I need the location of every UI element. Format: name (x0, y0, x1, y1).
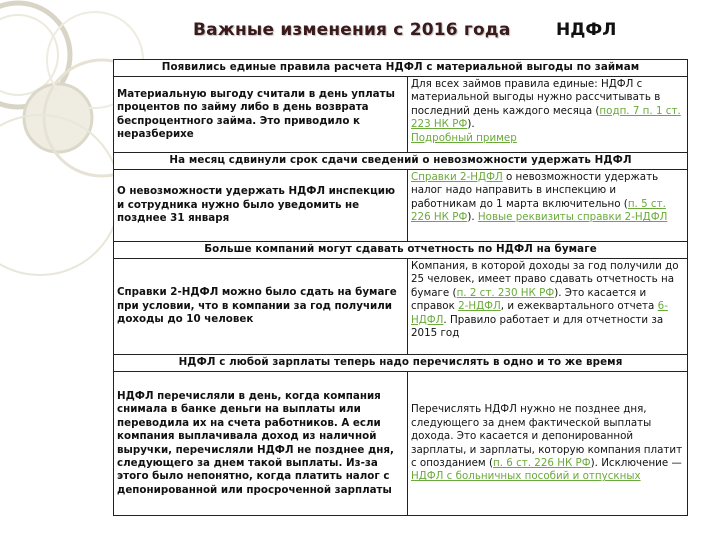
rule-text: Компания, в которой доходы за год получили до 25 человек, имеет право сдавать отчетность на бумаге ( (411, 260, 679, 299)
changes-table (113, 59, 688, 516)
rule-text: Перечислять НДФЛ нужно не позднее дня, следующего за днем фактической выплаты дохода. Это касается и депонированной зарплаты, и зарплаты, которую компания платит с опозданием ( (411, 403, 683, 469)
example-link[interactable]: Подробный пример (411, 131, 517, 144)
law-link[interactable]: п. 6 ст. 226 НК РФ (493, 456, 591, 469)
section-row (114, 170, 688, 242)
rule-text: ). (467, 118, 475, 131)
rule-text: ). (467, 211, 478, 224)
old-rule-cell: Материальную выгоду считали в день уплаты процентов по займу либо в день возврата беспроцентного займа. Это приводило к неразберихе (114, 77, 408, 153)
section-header: НДФЛ с любой зарплаты теперь надо перечислять в одно и то же время (114, 355, 688, 372)
section-header: Появились единые правила расчета НДФЛ с материальной выгоды по займам (114, 60, 688, 77)
section-row (114, 77, 688, 153)
section-row (114, 259, 688, 355)
page-title: Важные изменения с 2016 года (193, 20, 511, 40)
rule-text: . Правило работает и для отчетности за 2015 год (411, 313, 664, 340)
law-link[interactable]: п. 5 ст. 226 НК РФ (411, 197, 666, 224)
new-rule-cell (408, 170, 688, 242)
section-row (114, 372, 688, 516)
law-link[interactable]: п. 2 ст. 230 НК РФ (456, 286, 555, 299)
law-link[interactable]: подп. 7 п. 1 ст. 223 НК РФ (411, 104, 681, 131)
rule-text: , и ежеквартального отчета (500, 300, 658, 313)
topic-tag: НДФЛ (556, 20, 617, 40)
rule-text: ). Это касается и справок (411, 286, 647, 313)
section-header-row (114, 355, 688, 372)
form-link[interactable]: Справки 2-НДФЛ (411, 171, 503, 183)
section-header: Больше компаний могут сдавать отчетность по НДФЛ на бумаге (114, 242, 688, 259)
section-header: На месяц сдвинули срок сдачи сведений о невозможности удержать НДФЛ (114, 153, 688, 170)
form-link[interactable]: 6-НДФЛ (411, 300, 668, 326)
rule-text: о невозможности удержать налог надо направить в инспекцию и работникам до 1 марта включительно ( (411, 171, 659, 210)
form-link[interactable]: 2-НДФЛ (458, 300, 501, 313)
title-bar (0, 20, 720, 44)
section-header-row (114, 60, 688, 77)
new-rule-cell (408, 259, 688, 355)
section-header-row (114, 153, 688, 170)
rule-text: Для всех займов правила единые: НДФЛ с материальной выгоды нужно рассчитывать в последний день каждого месяца ( (411, 78, 661, 117)
old-rule-cell: О невозможности удержать НДФЛ инспекцию и сотрудника нужно было уведомить не позднее 31 января (114, 170, 408, 242)
section-header-row (114, 242, 688, 259)
new-rule-cell (408, 77, 688, 153)
exception-link[interactable]: НДФЛ с больничных пособий и отпускных (411, 470, 641, 483)
new-rule-cell (408, 372, 688, 516)
old-rule-cell: Справки 2-НДФЛ можно было сдать на бумаге при условии, что в компании за год получили доходы до 10 человек (114, 259, 408, 355)
rule-text: ). Исключение — (590, 456, 682, 469)
details-link[interactable]: Новые реквизиты справки 2-НДФЛ (477, 211, 668, 224)
old-rule-cell: НДФЛ перечисляли в день, когда компания снимала в банке деньги на выплаты или переводила их на счета работников. А если компания выплачивала доход из наличной выручки, перечисляли НДФЛ не позднее дня, следующего за днем такой выплаты. Из-за этого было непонятно, когда платить налог с депонированной или просроченной зарплаты (114, 372, 408, 516)
